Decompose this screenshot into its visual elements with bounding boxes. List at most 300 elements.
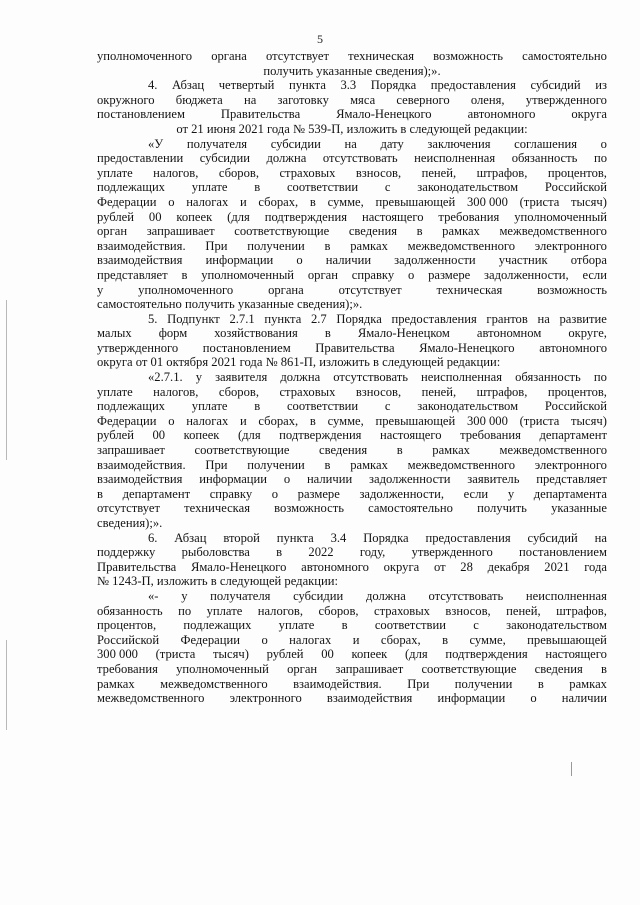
word: пункта xyxy=(288,78,326,93)
word: налогов, xyxy=(257,603,303,618)
word: налогов, xyxy=(153,165,199,180)
word: наличии xyxy=(306,472,353,487)
word: в xyxy=(324,326,331,341)
word: уплате xyxy=(97,165,133,180)
word: 3.3 xyxy=(340,78,357,93)
line-text: самостоятельно получить указанные сведения);». xyxy=(97,297,363,312)
word: 2.7.1 xyxy=(229,311,255,326)
word: постановлением xyxy=(97,107,185,122)
word: законодательством xyxy=(417,399,519,414)
word: предоставления xyxy=(430,78,516,93)
word: органа xyxy=(211,49,247,63)
word: орган xyxy=(287,661,318,676)
word: соответствующие xyxy=(194,443,290,458)
word: взаимодействия xyxy=(97,472,183,487)
word: автономного xyxy=(539,340,607,355)
word: 300 000 xyxy=(466,413,508,428)
word: (триста xyxy=(155,647,196,662)
word: превышающей xyxy=(375,413,456,428)
word: окружного xyxy=(97,92,155,107)
word: Правительства xyxy=(97,559,177,574)
word: 2022 xyxy=(308,545,334,560)
word: отсутствовать xyxy=(333,370,408,385)
word: Порядка xyxy=(336,311,382,326)
word: Федерации xyxy=(97,194,157,209)
word: сведения xyxy=(348,224,397,239)
word: второй xyxy=(223,530,260,545)
word: департамент xyxy=(122,486,191,501)
text-line xyxy=(97,107,607,122)
word: информации xyxy=(437,691,506,706)
word: отсутствует xyxy=(338,282,402,297)
word: сумме, xyxy=(327,194,364,209)
word: информации xyxy=(205,253,274,268)
word: поддержку xyxy=(97,545,156,560)
word: из xyxy=(595,78,607,93)
word: утвержденного xyxy=(411,545,493,560)
word: тысяч) xyxy=(571,413,607,428)
word: году, xyxy=(359,545,386,560)
word: на xyxy=(594,530,607,545)
word: Ямало-Ненецкого xyxy=(419,340,515,355)
word: о xyxy=(168,194,175,209)
word: межведомственного xyxy=(407,457,516,472)
word: уполномоченного xyxy=(97,49,193,63)
word: 3.4 xyxy=(330,530,347,545)
word: рамках xyxy=(432,443,470,458)
word: страховых xyxy=(279,165,336,180)
word: получателя xyxy=(210,588,271,603)
text-line xyxy=(97,137,607,152)
word: орган xyxy=(97,224,128,239)
text-line xyxy=(97,210,607,225)
text-line xyxy=(97,370,607,385)
text-line xyxy=(97,312,607,327)
word: 4. xyxy=(148,78,158,93)
word: предоставлении xyxy=(97,151,184,166)
word: «2.7.1. xyxy=(148,370,183,385)
text-line xyxy=(97,399,607,414)
word: техническая xyxy=(348,49,414,63)
word: уплате xyxy=(206,603,243,618)
word: по xyxy=(593,370,607,385)
word: автономного xyxy=(467,107,536,122)
word: возможность xyxy=(274,501,344,516)
word: сборов, xyxy=(218,165,259,180)
word: пеней, xyxy=(421,165,457,180)
word: межведомственного xyxy=(160,676,268,691)
word: департамента xyxy=(533,486,607,501)
word: уплате xyxy=(191,180,228,195)
word: заключения xyxy=(427,136,491,151)
word: участник xyxy=(498,253,548,268)
word: Порядка xyxy=(370,78,417,93)
word: декабря xyxy=(487,559,530,574)
word: уполномоченного xyxy=(138,282,234,297)
word: рублей xyxy=(97,428,134,443)
text-line xyxy=(97,647,607,662)
word: о xyxy=(530,691,537,706)
word: отсутствует xyxy=(266,49,330,63)
text-line xyxy=(97,545,607,560)
word: автономном xyxy=(476,326,542,341)
word: тысяч) xyxy=(571,194,607,209)
word: подтверждения xyxy=(279,428,362,443)
word: о xyxy=(600,136,607,151)
word: указанные xyxy=(551,501,607,516)
word: получении xyxy=(247,457,305,472)
word: взаимодействия xyxy=(97,253,183,268)
word: представляет xyxy=(536,472,607,487)
word: 00 xyxy=(321,647,334,662)
word: неисполненная xyxy=(525,588,607,603)
word: соответствии xyxy=(374,618,446,633)
word: соответствующие xyxy=(421,661,517,676)
word: Российской xyxy=(544,180,607,195)
line-text: от 21 июня 2021 года № 539-П, изложить в следующей редакции: xyxy=(176,121,528,136)
word: в xyxy=(324,457,331,472)
word: с xyxy=(384,399,391,414)
word: заявитель xyxy=(467,472,520,487)
word: электронного xyxy=(534,457,607,472)
text-line xyxy=(97,560,607,575)
word: Подпункт xyxy=(167,311,220,326)
word: получении xyxy=(247,238,305,253)
text-line xyxy=(97,589,607,604)
word: развитие xyxy=(559,311,607,326)
word: форм xyxy=(158,326,188,341)
word: Абзац xyxy=(171,78,205,93)
word: копеек xyxy=(351,647,388,662)
word: взаимодействия. xyxy=(97,457,186,472)
text-line xyxy=(97,574,607,589)
word: должна xyxy=(266,151,307,166)
word: у xyxy=(97,282,104,297)
word: орган xyxy=(307,267,338,282)
word: отсутствует xyxy=(97,501,160,516)
word: При xyxy=(205,457,228,472)
word: 00 xyxy=(148,209,162,224)
word: о xyxy=(261,632,268,647)
word: сборах, xyxy=(380,632,421,647)
word: настоящего xyxy=(361,209,424,224)
word: межведомственного xyxy=(407,238,516,253)
word: органа xyxy=(268,282,304,297)
word: отсутствовать xyxy=(322,151,398,166)
text-line xyxy=(97,458,607,473)
word: наличии xyxy=(325,253,372,268)
word: межведомственного xyxy=(499,443,607,458)
word: отбора xyxy=(570,253,607,268)
text-line xyxy=(97,49,607,64)
word: пеней, xyxy=(421,384,457,399)
text-line xyxy=(97,516,607,531)
word: подтверждения xyxy=(445,647,528,662)
word: наличии xyxy=(561,691,607,706)
word: получении xyxy=(454,676,513,691)
word: должна xyxy=(365,588,406,603)
text-line xyxy=(97,677,607,692)
word: и xyxy=(239,194,247,209)
word: представляет xyxy=(97,267,168,282)
word: страховых xyxy=(279,384,336,399)
text-line xyxy=(97,604,607,619)
text-line xyxy=(97,341,607,356)
word: субсидии xyxy=(199,151,250,166)
word: законодательством xyxy=(506,618,607,633)
word: подтверждения xyxy=(264,209,348,224)
word: 2.7 xyxy=(310,311,327,326)
word: размере xyxy=(428,267,471,282)
word: сведения xyxy=(319,443,368,458)
word: округа xyxy=(571,107,607,122)
word: настоящего xyxy=(380,428,442,443)
word: на xyxy=(344,136,357,151)
word: о xyxy=(271,486,279,501)
text-line xyxy=(97,662,607,677)
text-line xyxy=(97,297,607,312)
word: соответствующие xyxy=(234,224,330,239)
word: субсидий xyxy=(527,530,578,545)
word: Федерации xyxy=(97,413,157,428)
word: сборах, xyxy=(258,413,299,428)
page-number: 5 xyxy=(317,32,323,46)
word: страховых xyxy=(374,603,430,618)
word: в xyxy=(254,180,261,195)
word: штрафов, xyxy=(476,165,528,180)
word: подлежащих xyxy=(97,180,165,195)
word: рублей xyxy=(266,647,304,662)
word: хозяйствования xyxy=(214,326,298,341)
word: подлежащих xyxy=(183,618,252,633)
word: рамках xyxy=(569,676,607,691)
word: дату xyxy=(380,136,404,151)
word: неисполненная xyxy=(414,151,496,166)
word: неисполненная xyxy=(421,370,503,385)
word: Абзац xyxy=(174,530,207,545)
word: сумме, xyxy=(327,413,364,428)
word: задолженности, xyxy=(484,267,569,282)
word: самостоятельно xyxy=(522,49,607,63)
word: настоящего xyxy=(545,647,607,662)
word: должна xyxy=(280,370,321,385)
word: При xyxy=(407,676,430,691)
word: уполномоченный xyxy=(201,267,295,282)
word: бюджета xyxy=(175,92,223,107)
text-line xyxy=(97,355,607,370)
word: в xyxy=(181,267,188,282)
word: отсутствовать xyxy=(428,588,504,603)
word: оленя, xyxy=(470,92,505,107)
scan-margin-mark xyxy=(6,640,7,730)
text-line xyxy=(97,443,607,458)
word: Федерации xyxy=(180,632,240,647)
word: электронного xyxy=(229,691,302,706)
word: налогов, xyxy=(153,384,199,399)
word: задолженности xyxy=(369,472,451,487)
word: на xyxy=(243,92,257,107)
word: у xyxy=(195,370,202,385)
text-line xyxy=(97,253,607,268)
word: Ямало-Ненецкого xyxy=(336,107,432,122)
word: возможность xyxy=(537,282,607,297)
word: уплате xyxy=(278,618,315,633)
word: в xyxy=(442,632,449,647)
word: уплате xyxy=(97,384,133,399)
word: округе, xyxy=(568,326,607,341)
word: задолженности xyxy=(394,253,476,268)
word: автономного xyxy=(301,559,369,574)
word: рамках xyxy=(350,238,388,253)
word: Ямало-Ненецкого xyxy=(190,559,287,574)
word: взаимодействия xyxy=(326,691,413,706)
word: превышающей xyxy=(375,194,456,209)
text-line xyxy=(97,428,607,443)
word: рыболовства xyxy=(181,545,250,560)
word: получателя xyxy=(186,136,248,151)
scan-margin-mark xyxy=(6,300,7,460)
text-line xyxy=(97,151,607,166)
word: получить xyxy=(477,501,527,516)
word: Ямало-Ненецком xyxy=(357,326,450,341)
line-text: округа от 01 октября 2021 года № 861-П, изложить в следующей редакции: xyxy=(97,355,501,370)
word: взносов, xyxy=(355,165,402,180)
word: в xyxy=(309,194,316,209)
word: тысяч) xyxy=(213,647,249,662)
word: с xyxy=(384,180,391,195)
word: 300 000 xyxy=(97,647,138,662)
word: соглашения xyxy=(514,136,577,151)
word: налогах xyxy=(289,632,332,647)
word: межведомственного xyxy=(499,224,607,239)
word: уплате xyxy=(191,399,228,414)
word: 2021 xyxy=(544,559,570,574)
text-line xyxy=(97,385,607,400)
word: 28 xyxy=(460,559,473,574)
word: уполномоченный xyxy=(176,661,269,676)
word: и xyxy=(352,632,360,647)
word: грантов xyxy=(486,311,528,326)
word: (триста xyxy=(519,194,560,209)
word: взаимодействия. xyxy=(293,676,382,691)
text-line xyxy=(97,472,607,487)
word: 5. xyxy=(148,311,158,326)
word: рамках xyxy=(442,224,480,239)
word: «У xyxy=(148,136,164,151)
word: справку xyxy=(209,486,253,501)
word: рамках xyxy=(350,457,388,472)
line-text: сведения);». xyxy=(97,516,163,530)
word: постановлением xyxy=(202,340,291,355)
word: соответствии xyxy=(286,180,359,195)
scan-mark xyxy=(571,762,572,776)
text-line xyxy=(97,618,607,633)
word: копеек xyxy=(176,209,213,224)
word: округа xyxy=(383,559,420,574)
word: пункта xyxy=(276,530,314,545)
word: субсидии xyxy=(293,588,344,603)
word: сборов, xyxy=(318,603,359,618)
word: требования xyxy=(97,661,158,676)
text-line xyxy=(97,501,607,516)
word: о xyxy=(407,267,415,282)
text-line xyxy=(97,64,607,79)
word: Российской xyxy=(544,399,607,414)
word: предоставления xyxy=(391,311,477,326)
word: взносов, xyxy=(355,384,402,399)
word: в xyxy=(600,661,607,676)
word: в xyxy=(276,545,283,560)
word: обязанность xyxy=(511,151,578,166)
word: сведения xyxy=(534,661,583,676)
word: в xyxy=(341,618,348,633)
word: в xyxy=(309,413,316,428)
word: по xyxy=(178,603,192,618)
word: межведомственного xyxy=(97,691,205,706)
word: (для xyxy=(237,428,261,443)
word: сборах, xyxy=(258,194,299,209)
word: штрафов, xyxy=(476,384,528,399)
word: процентов, xyxy=(547,384,607,399)
word: года xyxy=(584,559,607,574)
word: рублей xyxy=(97,209,134,224)
line-text: получить указанные сведения);». xyxy=(263,63,441,78)
word: с xyxy=(473,618,479,633)
word: на xyxy=(537,311,550,326)
word: Российской xyxy=(97,632,160,647)
word: рамках xyxy=(97,676,135,691)
word: Правительства xyxy=(220,107,301,122)
word: техническая xyxy=(436,282,503,297)
word: утвержденного xyxy=(525,92,607,107)
text-line xyxy=(97,283,607,298)
word: копеек xyxy=(183,428,220,443)
word: процентов, xyxy=(547,165,607,180)
text-line xyxy=(97,93,607,108)
word: (триста xyxy=(519,413,560,428)
word: заявителя xyxy=(215,370,268,385)
document-body xyxy=(97,49,607,706)
word: (для xyxy=(404,647,428,662)
text-line xyxy=(97,166,607,181)
word: требования xyxy=(460,428,521,443)
word: справку xyxy=(351,267,395,282)
word: субсидий xyxy=(530,78,581,93)
word: если xyxy=(463,486,489,501)
text-line xyxy=(97,122,607,137)
word: техническая xyxy=(184,501,250,516)
word: малых xyxy=(97,326,132,341)
word: превышающей xyxy=(527,632,607,647)
word: сумме, xyxy=(469,632,506,647)
word: обязанность xyxy=(97,603,163,618)
word: требования xyxy=(438,209,500,224)
word: субсидии xyxy=(270,136,321,151)
word: в xyxy=(324,238,331,253)
word: Порядка xyxy=(363,530,409,545)
word: 00 xyxy=(152,428,166,443)
line-text: № 1243-П, изложить в следующей редакции: xyxy=(97,574,338,589)
word: самостоятельно xyxy=(368,501,453,516)
word: уполномоченный xyxy=(514,209,607,224)
text-line xyxy=(97,180,607,195)
word: департамент xyxy=(539,428,607,443)
word: штрафов, xyxy=(556,603,607,618)
word: электронного xyxy=(534,238,607,253)
word: в xyxy=(254,399,261,414)
text-line xyxy=(97,224,607,239)
word: запрашивает xyxy=(335,661,404,676)
